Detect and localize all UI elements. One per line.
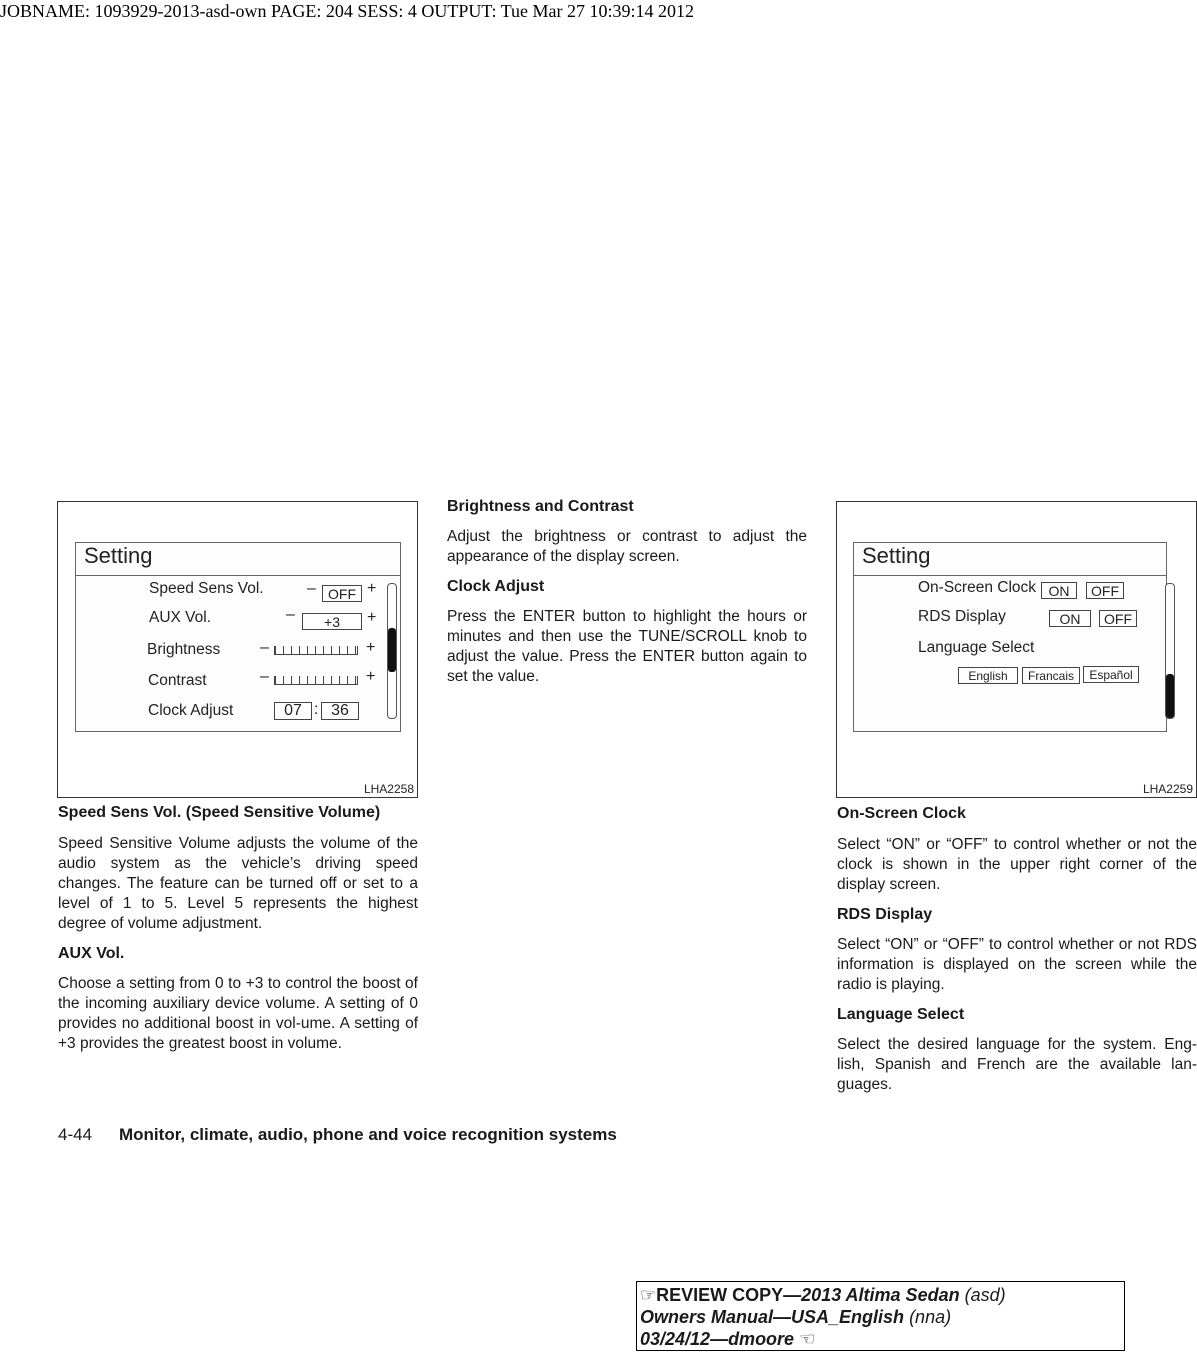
jobname-header: JOBNAME: 1093929-2013-asd-own PAGE: 204 SESS: 4 OUTPUT: Tue Mar 27 10:39:14 2012	[0, 1, 694, 21]
language-select-heading: Language Select	[837, 1006, 965, 1023]
review-line-3	[640, 1328, 1124, 1350]
aux-plus-icon: +	[367, 609, 377, 626]
on-screen-clock-label: On-Screen Clock	[918, 579, 1037, 596]
aux-vol-text: Choose a setting from 0 to +3 to control the boost of the incoming auxiliary device volume. A setting of 0 provides no additional boost in vol-ume. A setting of +3 provides the greatest boost in volume.	[58, 975, 418, 1052]
setting-screen	[853, 542, 1167, 732]
speed-plus-icon: +	[367, 580, 377, 597]
figure-lha2259	[836, 501, 1197, 798]
brightness-contrast-text: Adjust the brightness or contrast to adjust the appearance of the display screen.	[447, 528, 807, 565]
clock-off-option: OFF	[1086, 582, 1124, 599]
brightness-plus-icon: +	[366, 639, 376, 656]
section-title: Monitor, climate, audio, phone and voice recognition systems	[119, 1125, 617, 1144]
title-divider	[76, 575, 400, 576]
clock-adjust-label: Clock Adjust	[148, 702, 234, 719]
review-line-1	[640, 1284, 1124, 1306]
brightness-contrast-heading: Brightness and Contrast	[447, 498, 634, 515]
setting-screen	[75, 542, 401, 732]
pointing-hand-left-icon: ☜	[799, 1329, 816, 1349]
scrollbar-thumb	[1166, 674, 1174, 718]
speed-sens-value: OFF	[322, 585, 362, 602]
figure-lha2258	[57, 501, 418, 798]
review-copy-stamp	[636, 1281, 1125, 1351]
scrollbar-track	[387, 583, 397, 719]
language-select-label: Language Select	[918, 639, 1035, 656]
language-francais: Francais	[1022, 667, 1080, 684]
speed-sens-heading: Speed Sens Vol. (Speed Sensitive Volume)	[58, 804, 381, 821]
rds-display-text: Select “ON” or “OFF” to control whether or not RDS information is displayed on the screen while the radio is playing.	[837, 936, 1197, 993]
brightness-label: Brightness	[147, 641, 221, 658]
left-column	[58, 804, 418, 1054]
review-date-editor: 03/24/12—dmoore	[640, 1329, 795, 1349]
contrast-label: Contrast	[148, 672, 207, 689]
language-english: English	[958, 667, 1018, 684]
model-name: 2013 Altima Sedan	[801, 1285, 960, 1305]
language-select-text: Select the desired language for the system. Eng-lish, Spanish and French are the available lan-guages.	[837, 1036, 1197, 1093]
aux-vol-heading: AUX Vol.	[58, 945, 125, 962]
brightness-minus-icon: –	[260, 639, 269, 656]
title-divider	[854, 575, 1166, 576]
contrast-minus-icon: –	[260, 668, 269, 685]
figure-code: LHA2258	[363, 782, 414, 796]
rds-on-option: ON	[1049, 610, 1091, 627]
brightness-scale	[274, 646, 358, 655]
manual-code: (nna)	[904, 1307, 952, 1327]
manual-name: Owners Manual—USA_English	[640, 1307, 905, 1327]
aux-vol-value: +3	[302, 613, 362, 630]
review-line-2	[640, 1306, 1124, 1328]
clock-adjust-heading: Clock Adjust	[447, 578, 545, 595]
middle-column	[447, 498, 807, 687]
right-column	[837, 805, 1197, 1095]
scrollbar-thumb	[388, 628, 396, 672]
speed-sens-text: Speed Sensitive Volume adjusts the volume of the audio system as the vehicle’s driving speed changes. The feature can be turned off or set to a level of 1 to 5. Level 5 represents the highest degree of volume adjustment.	[58, 835, 418, 932]
clock-minutes-value: 36	[321, 702, 359, 720]
rds-display-heading: RDS Display	[837, 906, 933, 923]
language-espanol: Español	[1083, 666, 1139, 683]
aux-minus-icon: –	[286, 606, 295, 623]
aux-vol-label: AUX Vol.	[149, 609, 212, 626]
on-screen-clock-heading: On-Screen Clock	[837, 805, 966, 822]
clock-colon: :	[314, 701, 319, 718]
screen-title: Setting	[84, 543, 153, 568]
speed-sens-label: Speed Sens Vol.	[149, 580, 264, 597]
contrast-plus-icon: +	[366, 668, 376, 685]
clock-on-option: ON	[1041, 582, 1077, 599]
speed-minus-icon: –	[307, 580, 316, 597]
rds-off-option: OFF	[1099, 610, 1137, 627]
on-screen-clock-text: Select “ON” or “OFF” to control whether or not the clock is shown in the upper right corner of the display screen.	[837, 836, 1197, 893]
scrollbar-track	[1165, 583, 1175, 719]
clock-hours-value: 07	[274, 702, 312, 720]
clock-adjust-text: Press the ENTER button to highlight the hours or minutes and then use the TUNE/SCROLL knob to adjust the value. Press the ENTER button again to set the value.	[447, 608, 807, 685]
figure-code: LHA2259	[1142, 782, 1193, 796]
pointing-hand-icon: ☞	[640, 1285, 657, 1305]
rds-display-label: RDS Display	[918, 608, 1006, 625]
model-code: (asd)	[959, 1285, 1006, 1305]
review-copy-label: REVIEW COPY—	[656, 1285, 802, 1305]
screen-title: Setting	[862, 543, 931, 568]
contrast-scale	[274, 676, 358, 685]
page-number: 4-44	[58, 1125, 93, 1144]
